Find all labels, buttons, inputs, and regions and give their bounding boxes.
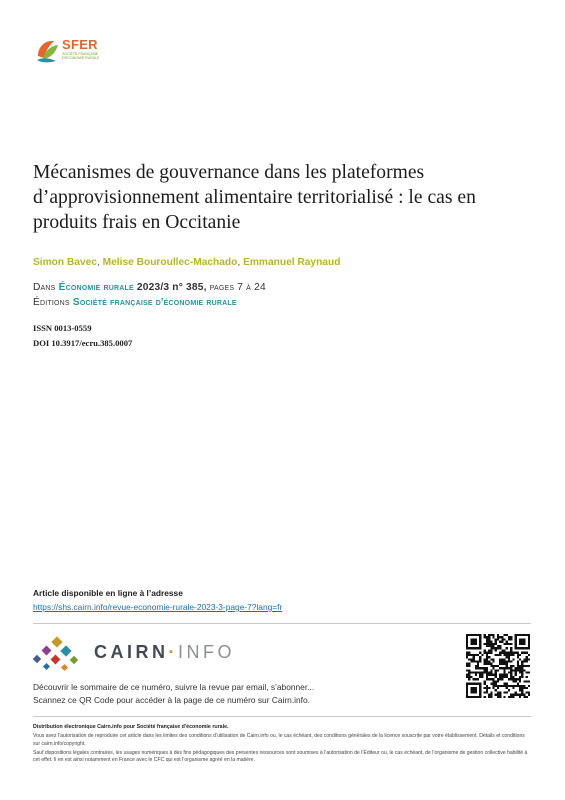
article-title: Mécanismes de gouvernance dans les plateformes d’approvisionnement alimentaire territorialisé : le cas en produits frais en Occitanie [33,162,476,233]
doi: DOI 10.3917/ecru.385.0007 [33,338,133,348]
availability-label: Article disponible en ligne à l’adresse [33,588,183,598]
journal-line [33,282,266,293]
logo-subtitle: SOCIÉTÉ FRANÇAISE D'ÉCONOMIE RURALE [62,52,100,60]
author-link[interactable]: Melise Bouroullec-Machado [102,257,238,268]
cairn-brand: CAIRN [94,642,169,662]
discover-line-2: Scannez ce QR Code pour accéder à la page de ce numéro sur Cairn.info. [33,695,310,705]
author-list: Simon Bavec, Melise Bouroullec-Machado, Emmanuel Raynaud [33,257,341,268]
issue-number: 2023/3 n° 385, [136,282,207,293]
notice-paragraph: Sauf dispositions légales contraires, les usages numériques à des fins pédagogiques des présentes ressources sont soumises à l’autorisation de l’Éditeur ou, le cas échéant, de l’organisme de gestion collective habilité à cet effet. Il en est ainsi notamment en France avec le CFC qui est l’organisme agréé en la matière. [33,749,528,764]
publisher-link[interactable]: Société française d'économie rurale [72,297,237,308]
author-link[interactable]: Emmanuel Raynaud [243,257,341,268]
publisher-line [33,297,237,308]
qr-code[interactable] [466,634,530,698]
distribution-notice [33,733,533,766]
cairn-wordmark [94,642,235,663]
discover-line-1: Découvrir le sommaire de ce numéro, suivre la revue par email, s’abonner... [33,682,315,692]
divider [33,716,531,717]
discover-text [33,681,353,707]
divider [33,623,531,624]
cairn-suffix: INFO [178,642,235,662]
journal-link[interactable]: Économie rurale [58,282,134,293]
cairn-dot: · [168,642,178,662]
editions-label: Éditions [33,297,70,308]
page-range: pages 7 à 24 [209,282,266,293]
logo-name: SFER [62,37,98,52]
article-url-link[interactable]: https://shs.cairn.info/revue-economie-rurale-2023-3-page-7?lang=fr [33,602,283,612]
cairn-logo-icon [33,635,85,673]
notice-paragraph: Vous avez l’autorisation de reproduire cet article dans les limites des conditions d’utilisation de Cairn.info ou, le cas échéant, des conditions générales de la licence souscrite par votre établissement. Détails et conditions sur cairn.info/copyright. [33,733,525,747]
distribution-title: Distribution électronique Cairn.info pour Société française d'économie rurale. [33,724,229,730]
issn: ISSN 0013-0559 [33,323,92,333]
author-link[interactable]: Simon Bavec [33,257,97,268]
dans-label: Dans [33,282,56,293]
